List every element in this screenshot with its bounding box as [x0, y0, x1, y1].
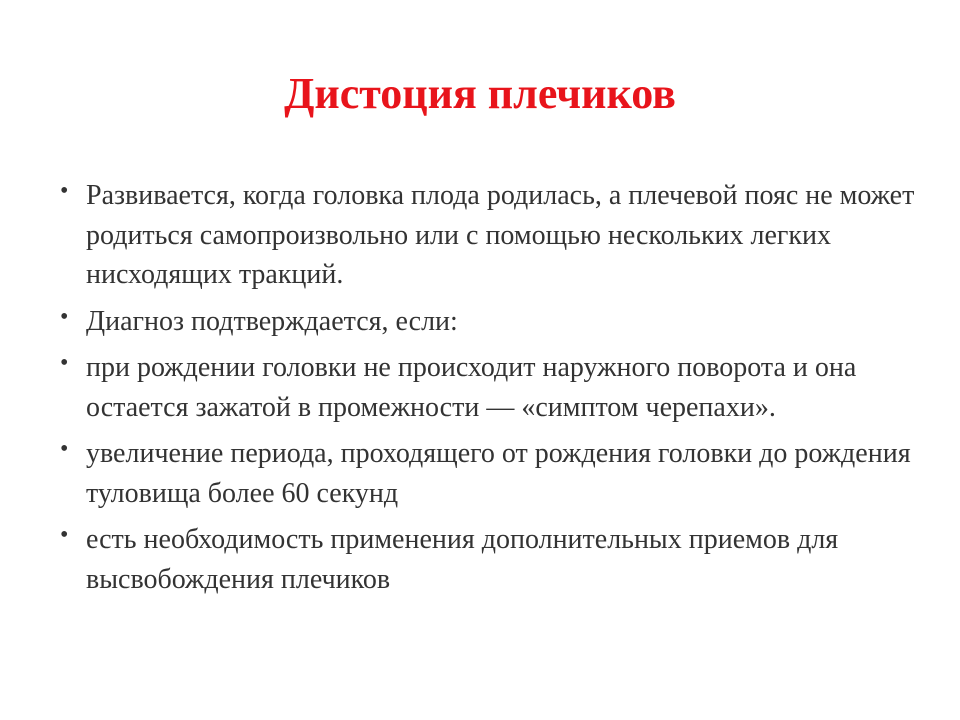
bullet-text: увеличение периода, проходящего от рождения головки до рождения туловища более 60 секунд: [86, 438, 911, 509]
bullet-item: [60, 348, 920, 427]
bullet-dot-icon: •: [60, 436, 69, 462]
bullet-list: [60, 176, 920, 606]
bullet-text: Развивается, когда головка плода родилась, а плечевой пояс не может родиться самопроизвольно или с помощью нескольких легких нисходящих тракций.: [86, 180, 915, 290]
slide-title: Дистоция плечиков: [284, 69, 676, 118]
bullet-item: [60, 434, 920, 513]
bullet-text: Диагноз подтверждается, если:: [86, 305, 458, 337]
bullet-item: [60, 520, 920, 599]
bullet-item: [60, 302, 920, 342]
bullet-item: [60, 176, 920, 295]
bullet-dot-icon: •: [60, 303, 69, 330]
bullet-text: есть необходимость применения дополнительных приемов для высвобождения плечиков: [86, 524, 839, 595]
bullet-dot-icon: •: [60, 522, 69, 548]
bullet-dot-icon: •: [60, 350, 69, 376]
bullet-dot-icon: •: [60, 178, 69, 204]
bullet-text: при рождении головки не происходит наружного поворота и она остается зажатой в промежности — «симптом черепахи».: [86, 352, 857, 423]
